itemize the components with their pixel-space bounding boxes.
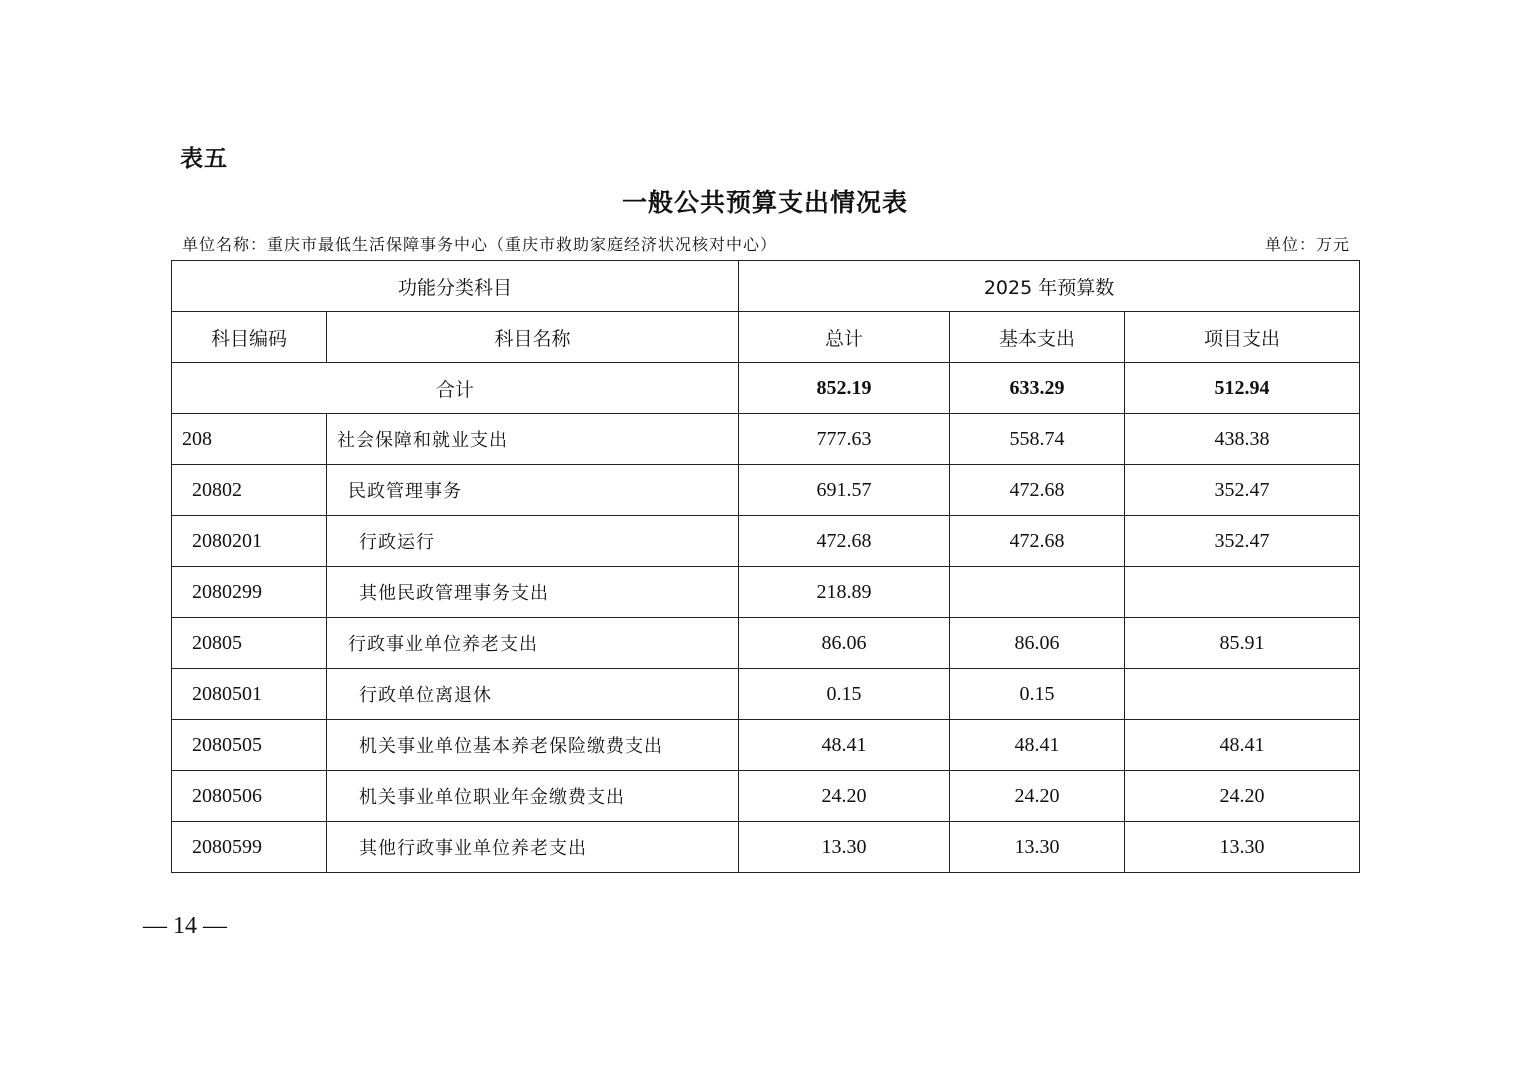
row-code: 20802 (172, 465, 327, 516)
row-total: 218.89 (739, 567, 950, 618)
table-row (172, 618, 1360, 669)
row-name: 行政事业单位养老支出 (327, 618, 739, 669)
table-label: 表五 (180, 146, 228, 172)
header-total: 总计 (739, 312, 950, 363)
row-total: 777.63 (739, 414, 950, 465)
row-basic: 472.68 (950, 465, 1125, 516)
row-basic (950, 567, 1125, 618)
table-row (172, 414, 1360, 465)
table-row (172, 771, 1360, 822)
row-name: 机关事业单位基本养老保险缴费支出 (327, 720, 739, 771)
row-project: 85.91 (1125, 618, 1360, 669)
row-name: 机关事业单位职业年金缴费支出 (327, 771, 739, 822)
row-code: 2080505 (172, 720, 327, 771)
row-code: 2080599 (172, 822, 327, 873)
header-project: 项目支出 (1125, 312, 1360, 363)
row-total: 0.15 (739, 669, 950, 720)
row-basic: 24.20 (950, 771, 1125, 822)
row-code: 20805 (172, 618, 327, 669)
meta-row (182, 232, 1350, 256)
table-row (172, 822, 1360, 873)
row-project: 13.30 (1125, 822, 1360, 873)
header-basic: 基本支出 (950, 312, 1125, 363)
header-group-row (172, 261, 1360, 312)
table-row (172, 516, 1360, 567)
document-title: 一般公共预算支出情况表 (621, 188, 908, 217)
budget-table (171, 260, 1360, 873)
row-project (1125, 669, 1360, 720)
row-basic: 558.74 (950, 414, 1125, 465)
table-row (172, 465, 1360, 516)
table-row (172, 669, 1360, 720)
row-basic: 13.30 (950, 822, 1125, 873)
row-project (1125, 567, 1360, 618)
row-basic: 472.68 (950, 516, 1125, 567)
row-code: 2080506 (172, 771, 327, 822)
row-total: 472.68 (739, 516, 950, 567)
row-name: 社会保障和就业支出 (327, 414, 739, 465)
row-name: 民政管理事务 (327, 465, 739, 516)
table-row (172, 720, 1360, 771)
row-total: 24.20 (739, 771, 950, 822)
row-name: 其他行政事业单位养老支出 (327, 822, 739, 873)
row-project: 48.41 (1125, 720, 1360, 771)
header-code: 科目编码 (172, 312, 327, 363)
row-code: 208 (172, 414, 327, 465)
total-total: 852.19 (739, 363, 950, 414)
row-basic: 48.41 (950, 720, 1125, 771)
page-number: — 14 — (143, 913, 227, 939)
header-column-row (172, 312, 1360, 363)
header-function-category: 功能分类科目 (172, 261, 739, 312)
row-project: 352.47 (1125, 465, 1360, 516)
table-row (172, 567, 1360, 618)
row-code: 2080299 (172, 567, 327, 618)
row-total: 48.41 (739, 720, 950, 771)
row-name: 行政单位离退休 (327, 669, 739, 720)
row-basic: 86.06 (950, 618, 1125, 669)
row-basic: 0.15 (950, 669, 1125, 720)
unit-name: 单位名称：重庆市最低生活保障事务中心（重庆市救助家庭经济状况核对中心） (182, 235, 778, 254)
total-row (172, 363, 1360, 414)
row-name: 其他民政管理事务支出 (327, 567, 739, 618)
row-name: 行政运行 (327, 516, 739, 567)
table-body (172, 261, 1360, 873)
row-total: 691.57 (739, 465, 950, 516)
header-name: 科目名称 (327, 312, 739, 363)
header-budget-year: 2025 年预算数 (739, 261, 1360, 312)
total-label: 合计 (172, 363, 739, 414)
row-code: 2080201 (172, 516, 327, 567)
row-code: 2080501 (172, 669, 327, 720)
row-total: 13.30 (739, 822, 950, 873)
total-basic: 633.29 (950, 363, 1125, 414)
row-project: 438.38 (1125, 414, 1360, 465)
total-project: 512.94 (1125, 363, 1360, 414)
row-total: 86.06 (739, 618, 950, 669)
row-project: 352.47 (1125, 516, 1360, 567)
unit-label: 单位：万元 (1264, 235, 1350, 254)
row-project: 24.20 (1125, 771, 1360, 822)
